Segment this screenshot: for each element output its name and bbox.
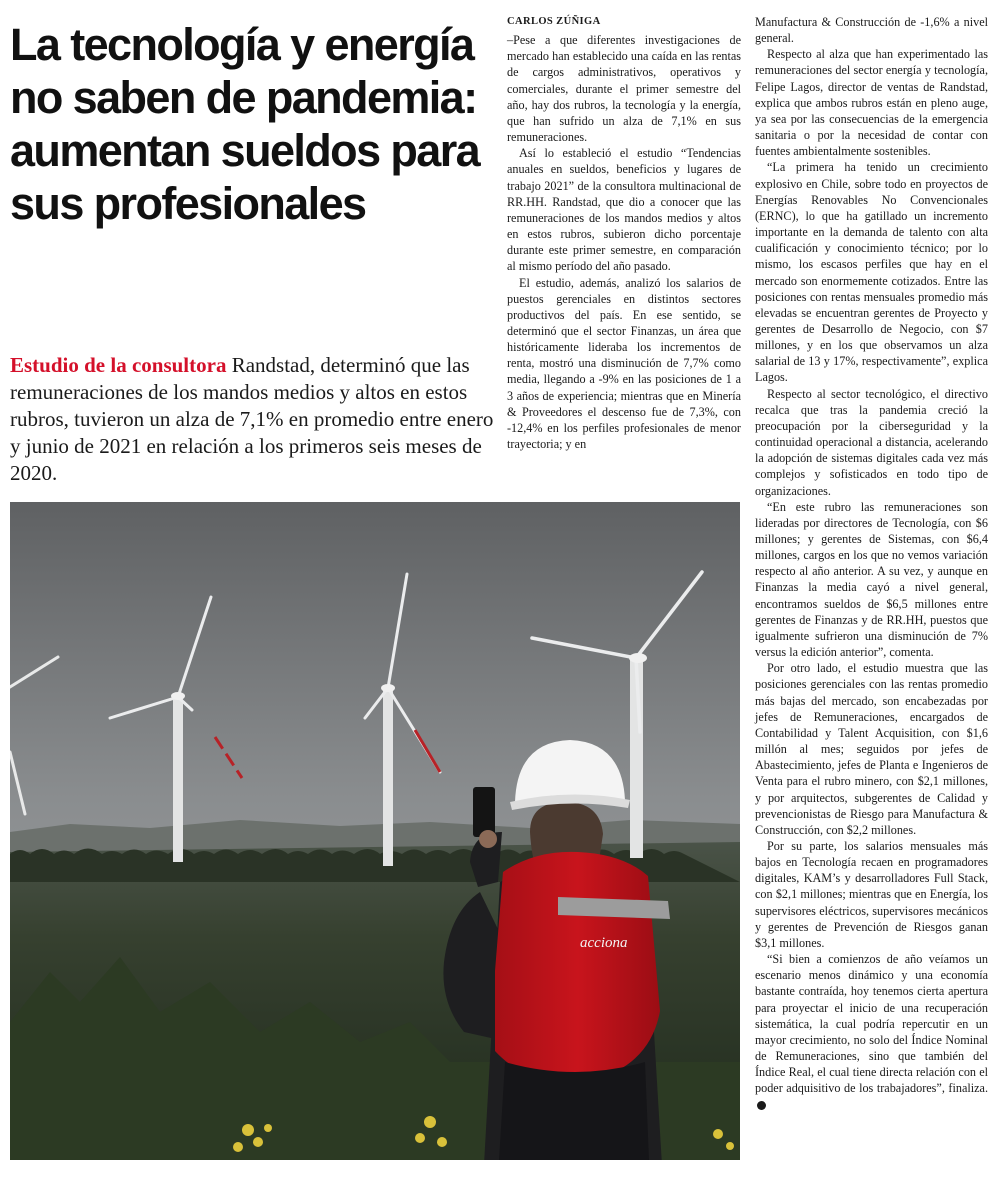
wind-farm-photo	[10, 502, 740, 1160]
paragraph: Así lo estableció el estudio “Tendencias anuales en sueldos, beneficios y lugares de trabajo 2021” de la consultora multinacional de RR.HH. Randstad, que dio a conocer que las remuneraciones de los mandos medios y altos en estos rubros, subieron dicho porcentaje durante este primer semestre, en comparación al mismo período del año pasado.	[507, 146, 741, 274]
paragraph: “En este rubro las remuneraciones son lideradas por directores de Tecnología, con $6 millones; y gerentes de Sistemas, con $6,4 millones, cargos en los que no vemos variación respecto al año anterior. A su vez, y aunque en Finanzas la media cayó a nivel general, encontramos sueldos de $6,5 millones entre gerentes de Finanzas y de RR.HH, puestos que igualmente sufrieron una disminución de 7% versus la edición anterior”, comenta.	[755, 499, 988, 660]
red-vest	[495, 852, 660, 1083]
lead-paragraph	[10, 352, 495, 487]
lead-kicker: Estudio de la consultora	[10, 353, 227, 377]
paragraph: –Pese a que diferentes investigaciones de mercado han establecido una caída en las rentas de cargos administrativos, operativos y comerciales, durante el primer semestre del año, hay dos rubros, la tecnología y la energía, que han sufrido un alza de 7,1% en sus remuneraciones.	[507, 33, 741, 145]
article-column-2	[755, 14, 988, 1113]
article-column-1	[507, 14, 741, 452]
phone	[473, 787, 495, 837]
byline: CARLOS ZÚÑIGA	[507, 16, 601, 27]
vest-logo: acciona	[580, 935, 628, 951]
lead-text: Randstad, determinó que las remuneraciones de los mandos medios y altos en estos rubros, tuvieron un alza de 7,1% en promedio entre enero y junio de 2021 en relación a los primeros seis meses de 2020.	[10, 353, 494, 485]
article-photo	[10, 502, 740, 1160]
headline: La tecnología y energía no saben de pandemia: aumentan sueldos para sus profesionales	[10, 19, 480, 229]
paragraph: Manufactura & Construcción de -1,6% a nivel general.	[755, 15, 988, 46]
paragraph: “La primera ha tenido un crecimiento explosivo en Chile, sobre todo en proyectos de Energías Renovables No Convencionales (ERNC), lo que ha gatillado un incremento importante en la demanda de talento con alta cualificación y conocimiento técnico; por lo mismo, los escasos perfiles que hay en el mercado son enormemente cotizados. Entre las posiciones con rentas mensuales promedio más elevadas se encuentran gerentes de Proyecto y gerentes de Desarrollo de Negocio, con $7 millones, y en los que observamos un alza salarial de 13 y 17%, respectivamente”, explica Lagos.	[755, 160, 988, 385]
paragraph: Por otro lado, el estudio muestra que las posiciones gerenciales con las rentas promedio más bajas del mercado, son encabezadas por jefes de Remuneraciones, encargados de Contabilidad y Talent Acquisition, con $1,6 millón al mes; seguidos por jefes de Abastecimiento, jefes de Planta e Ingenieros de Venta para el rubro minero, con $2,1 millones, y por arquitectos, subgerentes de Calidad y prevencionistas de Riesgo para Manufactura & Construcción, con $2,2 millones.	[755, 661, 988, 837]
paragraph: Respecto al sector tecnológico, el directivo recalca que tras la pandemia creció la preocupación por la ciberseguridad y la continuidad operacional a distancia, acelerando la adopción de sistemas digitales cada vez más complejos y sofisticados en todo tipo de organizaciones.	[755, 386, 988, 498]
paragraph: Respecto al alza que han experimentado las remuneraciones del sector energía y tecnología, Felipe Lagos, director de ventas de Randstad, explica que ambos rubros están en pleno auge, ya sea por las consecuencias de la emergencia sanitaria o por la necesidad de contar con fuentes ambientalmente sostenibles.	[755, 47, 988, 159]
closing-text: “Si bien a comienzos de año veíamos un escenario menos dinámico y una economía bastante contraída, hoy tenemos cierta apertura para proyectar el inicio de una recuperación sistemática, la cual podría repercutir en un mayor crecimiento, no solo del Índice Nominal de Remuneraciones, sino que también del Índice Real, el cual tiene directa relación con el poder adquisitivo de los trabajadores”, finaliza.	[755, 952, 988, 1096]
paragraph: El estudio, además, analizó los salarios de puestos gerenciales en distintos sectores productivos del país. En ese sentido, se determinó que el sector Finanzas, un área que históricamente lideraba los incrementos de renta, mostró una disminución de 7,7% como media, llegando a -9% en las posiciones de 1 a 3 años de experiencia; mientras que en Minería & Proveedores el descenso fue de 7,3%, con -12,4% en los perfiles profesionales de menor trayectoria; y en	[507, 275, 741, 452]
paragraph	[755, 951, 988, 1113]
paragraph: Por su parte, los salarios mensuales más bajos en Tecnología recaen en programadores digitales, KAM’s y desarrolladores Full Stack, con $2,1 millones; mientras que en Energía, los supervisores eléctricos, supervisores mecánicos y gerentes de Prevención de Riesgos ganan $3,1 millones.	[755, 838, 988, 950]
end-mark-icon	[757, 1101, 766, 1110]
